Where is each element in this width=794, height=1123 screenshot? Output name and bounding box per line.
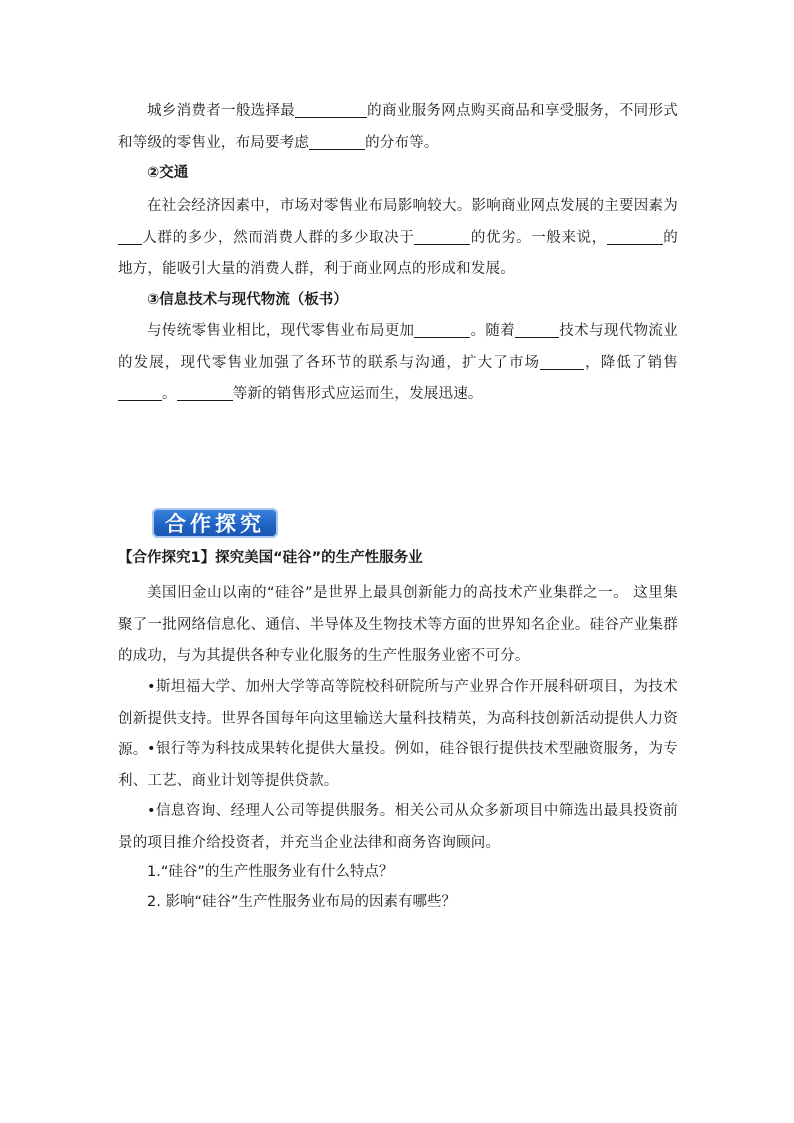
fill-blank[interactable] [414, 320, 470, 338]
fill-blank[interactable] [414, 227, 470, 245]
text-span: 与传统零售业相比，现代零售业布局更加 [147, 323, 415, 339]
paragraph-silicon-valley-intro: 美国旧金山以南的“硅谷”是世界上最具创新能力的高技术产业集群之一。 这里集聚了一批网络信息化、通信、半导体及生物技术等方面的世界知名企业。硅谷产业集群的成功，与为其提供各种专业化服务的生产性服务业密不可分。 [118, 585, 678, 664]
fill-blank[interactable] [607, 227, 663, 245]
bullet-consulting: •信息咨询、经理人公司等提供服务。相关公司从众多新项目中筛选出最具投资前景的项目推介给投资者，并充当企业法律和商务咨询顾问。 [118, 803, 678, 851]
text-span: 。 [162, 386, 177, 402]
text-span: 技术与现代物流业的发展，现代零售业加强了各环节的联系与沟通，扩大了市场 [118, 323, 678, 371]
bullet-banks: •银行等为科技成果转化提供大量投。例如，硅谷银行提供技术型融资服务，为专利、工艺、商业计划等提供贷款。 [118, 741, 678, 789]
fill-blank[interactable] [515, 320, 559, 338]
inquiry-title: 【合作探究1】探究美国“硅谷”的生产性服务业 [118, 550, 423, 566]
text-span: 人群的多少，然而消费人群的多少取决于 [142, 229, 415, 246]
text-span: ，降低了销售 [584, 354, 678, 371]
text-span: 的分布等。 [365, 134, 439, 151]
paragraph-consumer-choice [118, 96, 678, 159]
fill-blank[interactable] [177, 383, 233, 401]
fill-blank[interactable] [118, 383, 162, 401]
question-2: 2. 影响“硅谷”生产性服务业布局的因素有哪些？ [147, 894, 456, 910]
text-span: 。随着 [470, 323, 516, 339]
text-span: 在社会经济因素中，市场对零售业布局影响较大。影响商业网点发展的主要因素为 [147, 198, 678, 214]
paragraph-info-logistics [118, 316, 678, 411]
fill-blank[interactable] [309, 132, 365, 150]
text-span: 城乡消费者一般选择最 [147, 103, 296, 119]
text-span: 等新的销售形式应运而生，发展迅速。 [232, 386, 483, 402]
fill-blank[interactable] [540, 352, 584, 370]
question-1: 1.“硅谷”的生产性服务业有什么特点？ [147, 864, 394, 880]
text-span: 的优劣。一般来说， [470, 229, 607, 246]
fill-blank[interactable] [295, 100, 367, 118]
cooperative-inquiry-banner [152, 508, 278, 538]
text-span: 的地方，能吸引大量的消费人群，利于商业网点的形成和发展。 [118, 229, 678, 277]
heading-traffic: ②交通 [147, 165, 189, 181]
heading-info-logistics: ③信息技术与现代物流（板书） [147, 292, 348, 308]
banner-label: 合作探究 [165, 512, 265, 536]
text-span: 的商业服务网点购买商品和享受服务，不同形式和等级的零售业，布局要考虑 [118, 103, 678, 151]
paragraph-traffic [118, 191, 678, 286]
bullet-universities: •斯坦福大学、加州大学等高等院校科研院所与产业界合作开展科研项目，为技术创新提供支持。世界各国每年向这里输送大量科技精英，为高科技创新活动提供人力资源。 [118, 679, 678, 758]
fill-blank[interactable] [118, 227, 142, 245]
